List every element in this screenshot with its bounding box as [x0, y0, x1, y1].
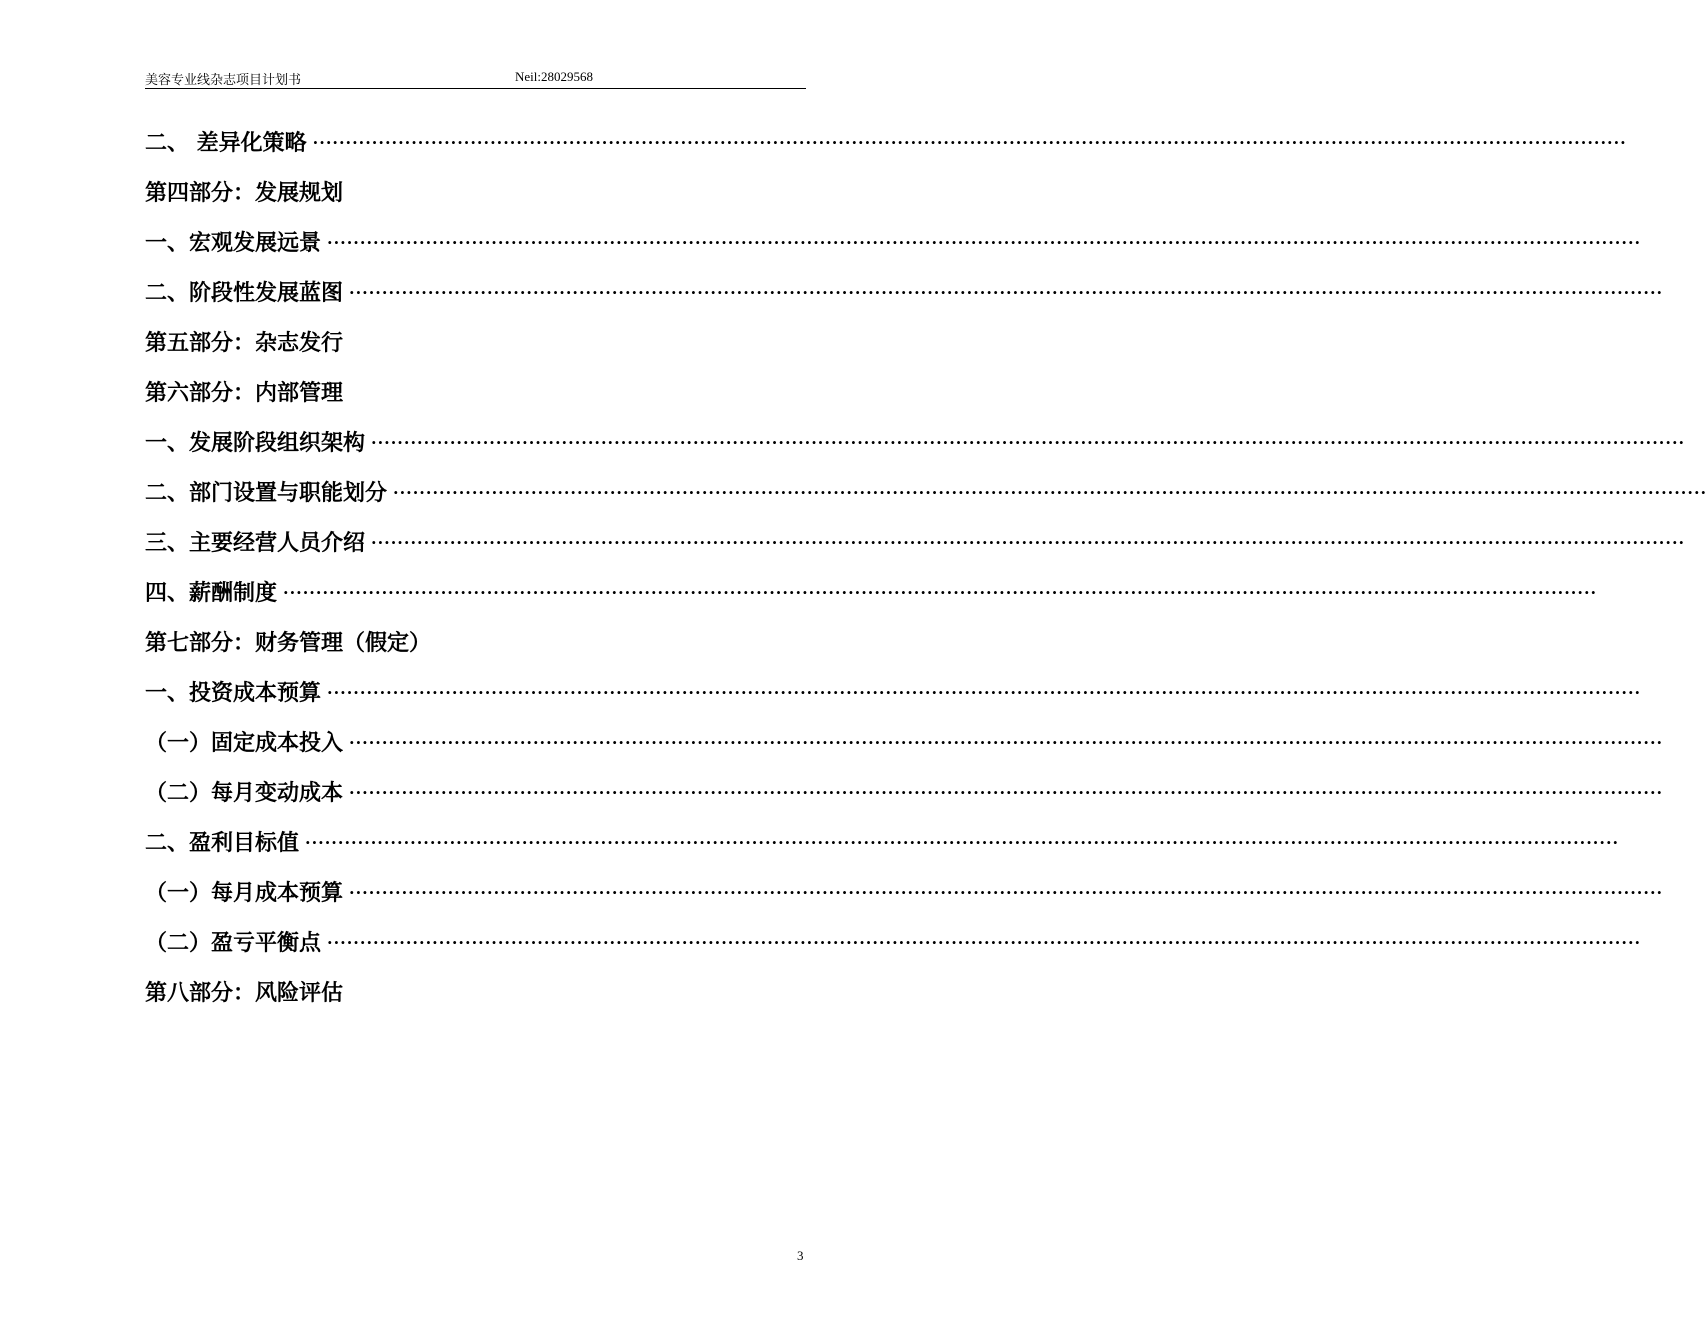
toc-entry-label: 第五部分：杂志发行	[145, 330, 344, 356]
toc-entry	[145, 968, 805, 1018]
toc-entry	[145, 318, 805, 368]
toc-entry-label: 第六部分：内部管理	[145, 380, 344, 406]
toc-dot-leader: ········································································································································································································	[327, 933, 1642, 952]
toc-dot-leader: ········································································································································································································	[349, 783, 1664, 802]
page-header	[145, 66, 806, 89]
toc-entry	[145, 168, 805, 218]
toc-dot-leader: ········································································································································································································	[371, 533, 1686, 552]
toc-dot-leader: ········································································································································································································	[349, 883, 1664, 902]
toc-entry-label: 第四部分：发展规划	[145, 180, 344, 206]
toc-entry-label: 一、发展阶段组织架构	[145, 430, 366, 456]
toc-entry-label: （一）固定成本投入	[145, 730, 344, 756]
toc-entry	[145, 368, 805, 418]
toc-dot-leader: ········································································································································································································	[349, 283, 1664, 302]
toc-entry-label: （一）每月成本预算	[145, 880, 344, 906]
toc-entry	[145, 418, 1686, 468]
toc-entry	[145, 868, 1664, 918]
toc-entry-label: 一、宏观发展远景	[145, 230, 322, 256]
toc-entry-label: 三、主要经营人员介绍	[145, 530, 366, 556]
toc-dot-leader: ········································································································································································································	[305, 833, 1620, 852]
document-title: 美容专业线杂志项目计划书	[145, 73, 302, 88]
toc-entry	[145, 568, 1598, 618]
toc-entry	[145, 918, 1642, 968]
toc-dot-leader: ········································································································································································································	[283, 583, 1598, 602]
toc-entry-label: 二、部门设置与职能划分	[145, 480, 388, 506]
toc-dot-leader: ········································································································································································································	[393, 483, 1707, 502]
toc-entry-label: 一、投资成本预算	[145, 680, 322, 706]
toc-entry-label: 第七部分：财务管理（假定）	[145, 630, 432, 656]
toc-entry	[145, 668, 1642, 718]
toc-entry-label: 二、 差异化策略	[145, 130, 307, 156]
toc-entry-label: 四、薪酬制度	[145, 580, 278, 606]
toc-dot-leader: ········································································································································································································	[327, 683, 1642, 702]
table-of-contents	[145, 118, 1707, 1018]
toc-entry	[145, 768, 1664, 818]
toc-entry	[145, 268, 1664, 318]
toc-entry-label: 二、阶段性发展蓝图	[145, 280, 344, 306]
toc-dot-leader: ········································································································································································································	[312, 133, 1627, 152]
toc-dot-leader: ········································································································································································································	[371, 433, 1686, 452]
toc-entry-label: 第八部分：风险评估	[145, 980, 344, 1006]
toc-entry	[145, 618, 805, 668]
toc-entry	[145, 468, 1707, 518]
toc-entry	[145, 218, 1642, 268]
toc-entry-label: 二、盈利目标值	[145, 830, 300, 856]
toc-entry	[145, 118, 1627, 168]
toc-entry	[145, 518, 1686, 568]
contact-info: Neil:28029568	[515, 69, 593, 84]
toc-dot-leader: ········································································································································································································	[349, 733, 1664, 752]
toc-entry	[145, 718, 1664, 768]
toc-entry	[145, 818, 1620, 868]
toc-entry-label: （二）每月变动成本	[145, 780, 344, 806]
page-number: 3	[797, 1248, 804, 1263]
toc-dot-leader: ········································································································································································································	[327, 233, 1642, 252]
toc-entry-label: （二）盈亏平衡点	[145, 930, 322, 956]
